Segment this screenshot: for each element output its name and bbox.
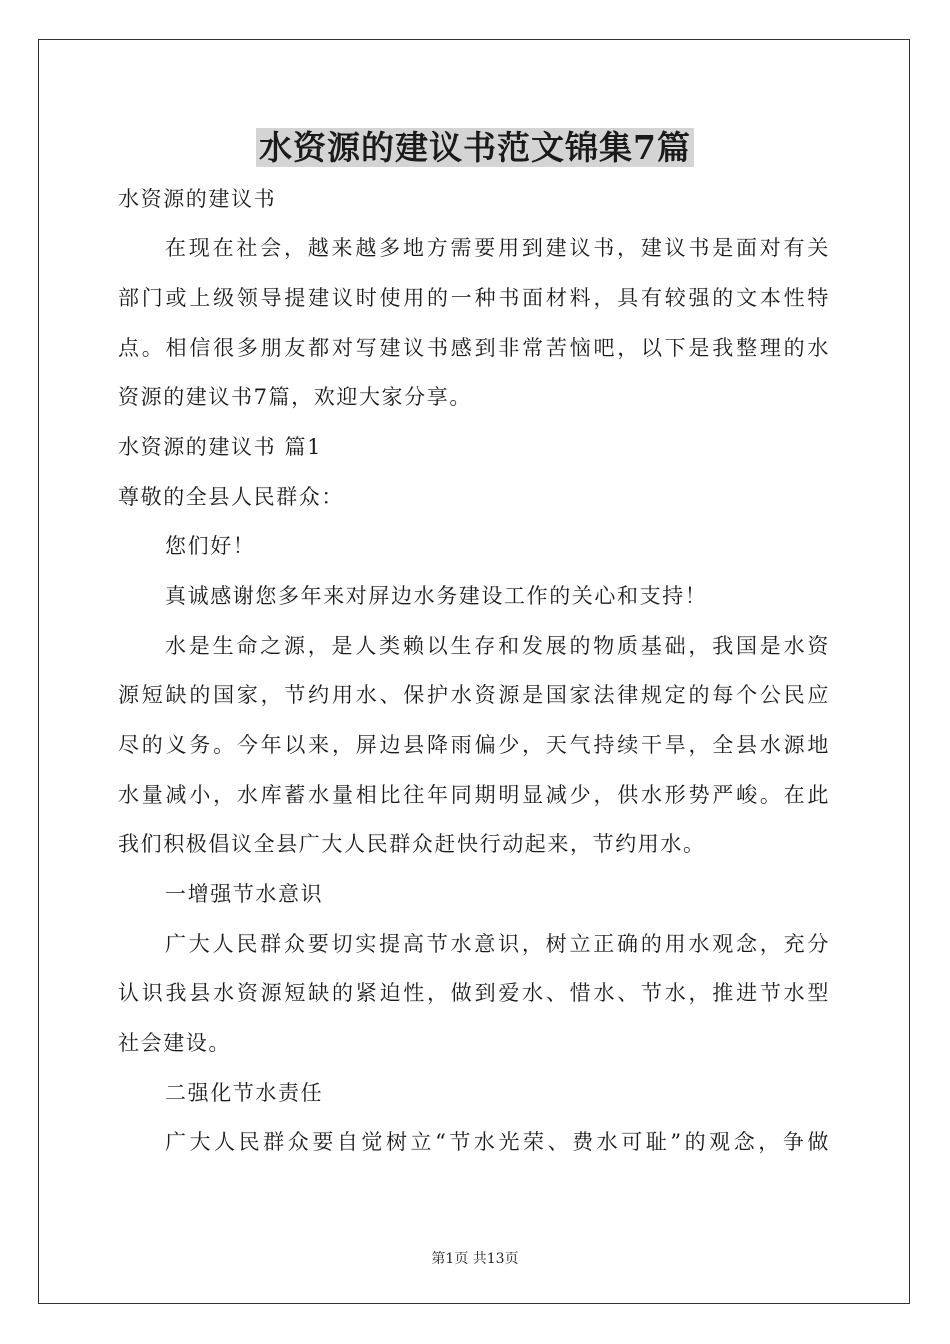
paragraph-line: 水量减小，水库蓄水量相比往年同期明显减少，供水形势严峻。在此 — [118, 783, 830, 807]
paragraph-line: 水是生命之源，是人类赖以生存和发展的物质基础，我国是水资 — [165, 634, 830, 658]
paragraph-line: 广大人民群众要自觉树立“节水光荣、费水可耻”的观念，争做 — [165, 1130, 830, 1154]
paragraph-line: 点。相信很多朋友都对写建议书感到非常苦恼吧，以下是我整理的水 — [118, 336, 830, 360]
subheading: 一增强节水意识 — [165, 882, 324, 906]
paragraph-line: 源短缺的国家，节约用水、保护水资源是国家法律规定的每个公民应 — [118, 683, 830, 707]
paragraph-line: 认识我县水资源短缺的紧迫性，做到爱水、惜水、节水，推进节水型 — [118, 981, 830, 1005]
paragraph-line: 社会建设。 — [118, 1031, 231, 1055]
page-border — [38, 39, 910, 1304]
paragraph-line: 资源的建议书7篇，欢迎大家分享。 — [118, 385, 472, 409]
paragraph-line: 我们积极倡议全县广大人民群众赶快行动起来，节约用水。 — [118, 832, 706, 856]
paragraph-line: 广大人民群众要切实提高节水意识，树立正确的用水观念，充分 — [165, 932, 830, 956]
salutation: 尊敬的全县人民群众： — [118, 485, 344, 509]
paragraph-line: 部门或上级领导提建议时使用的一种书面材料，具有较强的文本性特 — [118, 286, 830, 310]
subheading: 二强化节水责任 — [165, 1081, 324, 1105]
paragraph-line: 真诚感谢您多年来对屏边水务建设工作的关心和支持！ — [165, 584, 708, 608]
paragraph-line: 在现在社会，越来越多地方需要用到建议书，建议书是面对有关 — [165, 236, 830, 260]
document-title: 水资源的建议书范文锦集7篇 — [256, 128, 694, 167]
paragraph-line: 尽的义务。今年以来，屏边县降雨偏少，天气持续干旱，全县水源地 — [118, 733, 830, 757]
section-heading: 水资源的建议书 — [118, 187, 277, 211]
section-heading: 水资源的建议书 篇1 — [118, 435, 323, 459]
document-title-container — [0, 127, 950, 169]
greeting: 您们好！ — [165, 534, 256, 558]
page-footer: 第1页 共13页 — [431, 1251, 519, 1267]
